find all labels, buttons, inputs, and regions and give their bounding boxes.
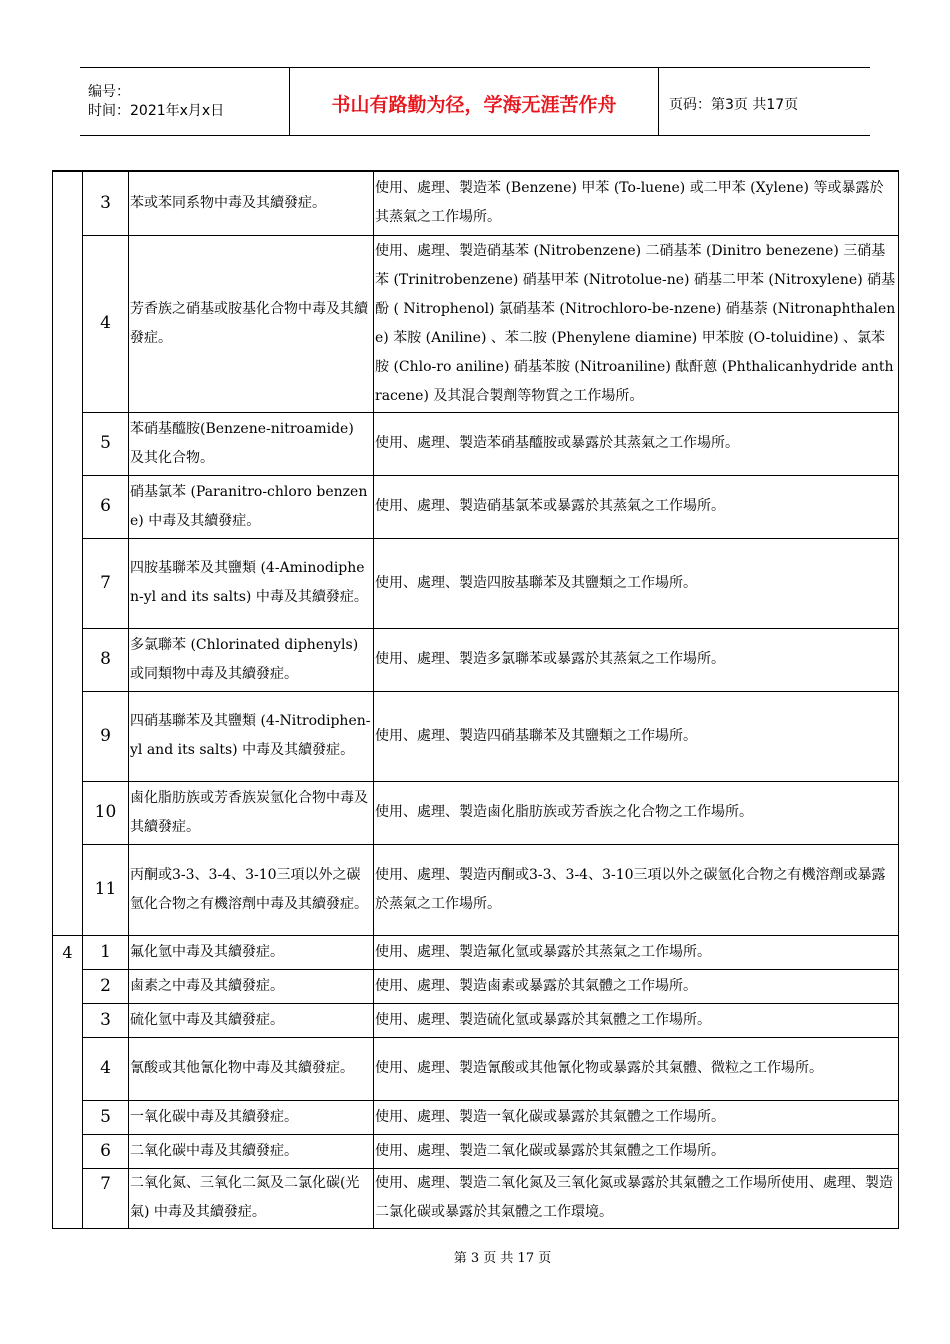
workplace-description-cell: 使用、處理、製造硝基氯苯或暴露於其蒸氣之工作場所。 xyxy=(374,475,899,538)
disease-description-cell: 鹵素之中毒及其續發症。 xyxy=(129,969,374,1003)
workplace-description-cell: 使用、處理、製造鹵化脂肪族或芳香族之化合物之工作場所。 xyxy=(374,781,899,844)
item-number-cell: 7 xyxy=(83,538,129,628)
table-row xyxy=(53,171,899,235)
workplace-description-cell: 使用、處理、製造氰酸或其他氰化物或暴露於其氣體、微粒之工作場所。 xyxy=(374,1037,899,1100)
item-number-cell: 10 xyxy=(83,781,129,844)
table-row xyxy=(53,628,899,691)
group-number-cell: 4 xyxy=(53,935,83,1228)
workplace-description-cell: 使用、處理、製造苯 (Benzene) 甲苯 (To-luene) 或二甲苯 (Xylene) 等或暴露於其蒸氣之工作場所。 xyxy=(374,171,899,235)
disease-description-cell: 二氧化氮、三氧化二氮及二氯化碳(光氣) 中毒及其續發症。 xyxy=(129,1168,374,1228)
table-row xyxy=(53,844,899,935)
table-row xyxy=(53,1100,899,1134)
table-row xyxy=(53,1134,899,1168)
header-meta xyxy=(80,68,290,136)
document-date: 时间：2021年x月x日 xyxy=(88,102,225,119)
table-row xyxy=(53,235,899,412)
group-number-cell xyxy=(53,171,83,935)
header-motto: 书山有路勤为径，学海无涯苦作舟 xyxy=(290,68,659,136)
item-number-cell: 6 xyxy=(83,475,129,538)
table-row xyxy=(53,781,899,844)
disease-description-cell: 二氧化碳中毒及其續發症。 xyxy=(129,1134,374,1168)
table-row xyxy=(53,935,899,969)
header-page-number: 页码：第3页 共17页 xyxy=(659,68,871,136)
workplace-description-cell: 使用、處理、製造二氧化氮及三氧化氮或暴露於其氣體之工作場所使用、處理、製造二氯化碳或暴露於其氣體之工作環境。 xyxy=(374,1168,899,1228)
page-header xyxy=(80,67,870,136)
page-footer: 第 3 页 共 17 页 xyxy=(453,1251,552,1266)
disease-description-cell: 鹵化脂肪族或芳香族炭氫化合物中毒及其續發症。 xyxy=(129,781,374,844)
workplace-description-cell: 使用、處理、製造硝基苯 (Nitrobenzene) 二硝基苯 (Dinitro benezene) 三硝基苯 (Trinitrobenzene) 硝基甲苯 (Nitrotolue-ne) 硝基二甲苯 (Nitroxylene) 硝基酚 ( Nitrophenol) 氯硝基苯 (Nitrochloro-be-nzene) 硝基萘 (Nitronaphthalene) 苯胺 (Aniline) 、苯二胺 (Phenylene diamine) 甲苯胺 (O-toluidine) 、氯苯胺 (Chlo-ro aniline) 硝基苯胺 (Nitroaniline) 酞酐蒽 (Phthalicanhydride anthracene) 及其混合製劑等物質之工作場所。 xyxy=(374,235,899,412)
disease-description-cell: 四硝基聯苯及其鹽類 (4-Nitrodiphen-yl and its salts) 中毒及其續發症。 xyxy=(129,691,374,781)
disease-description-cell: 丙酮或3-3、3-4、3-10三項以外之碳氫化合物之有機溶劑中毒及其續發症。 xyxy=(129,844,374,935)
disease-description-cell: 苯硝基醯胺(Benzene-nitroamide) 及其化合物。 xyxy=(129,412,374,475)
disease-description-cell: 氟化氫中毒及其續發症。 xyxy=(129,935,374,969)
table-row xyxy=(53,412,899,475)
item-number-cell: 8 xyxy=(83,628,129,691)
item-number-cell: 11 xyxy=(83,844,129,935)
workplace-description-cell: 使用、處理、製造一氧化碳或暴露於其氣體之工作場所。 xyxy=(374,1100,899,1134)
table-row xyxy=(53,969,899,1003)
disease-description-cell: 一氧化碳中毒及其續發症。 xyxy=(129,1100,374,1134)
item-number-cell: 9 xyxy=(83,691,129,781)
item-number-cell: 6 xyxy=(83,1134,129,1168)
workplace-description-cell: 使用、處理、製造丙酮或3-3、3-4、3-10三項以外之碳氫化合物之有機溶劑或暴露於蒸氣之工作場所。 xyxy=(374,844,899,935)
item-number-cell: 5 xyxy=(83,412,129,475)
workplace-description-cell: 使用、處理、製造四胺基聯苯及其鹽類之工作場所。 xyxy=(374,538,899,628)
disease-description-cell: 苯或苯同系物中毒及其續發症。 xyxy=(129,171,374,235)
item-number-cell: 4 xyxy=(83,1037,129,1100)
table-row xyxy=(53,538,899,628)
table-row xyxy=(53,1037,899,1100)
item-number-cell: 1 xyxy=(83,935,129,969)
disease-description-cell: 芳香族之硝基或胺基化合物中毒及其續發症。 xyxy=(129,235,374,412)
table-row xyxy=(53,475,899,538)
disease-description-cell: 四胺基聯苯及其鹽類 (4-Aminodiphen-yl and its salts) 中毒及其續發症。 xyxy=(129,538,374,628)
workplace-description-cell: 使用、處理、製造苯硝基醯胺或暴露於其蒸氣之工作場所。 xyxy=(374,412,899,475)
item-number-cell: 4 xyxy=(83,235,129,412)
disease-table xyxy=(52,170,899,1229)
workplace-description-cell: 使用、處理、製造多氯聯苯或暴露於其蒸氣之工作場所。 xyxy=(374,628,899,691)
workplace-description-cell: 使用、處理、製造鹵素或暴露於其氣體之工作場所。 xyxy=(374,969,899,1003)
item-number-cell: 5 xyxy=(83,1100,129,1134)
disease-description-cell: 硝基氯苯 (Paranitro-chloro benzene) 中毒及其續發症。 xyxy=(129,475,374,538)
table-row xyxy=(53,1003,899,1037)
workplace-description-cell: 使用、處理、製造二氧化碳或暴露於其氣體之工作場所。 xyxy=(374,1134,899,1168)
table-row xyxy=(53,1168,899,1228)
item-number-cell: 3 xyxy=(83,1003,129,1037)
item-number-cell: 2 xyxy=(83,969,129,1003)
item-number-cell: 7 xyxy=(83,1168,129,1228)
disease-description-cell: 多氯聯苯 (Chlorinated diphenyls)或同類物中毒及其續發症。 xyxy=(129,628,374,691)
workplace-description-cell: 使用、處理、製造硫化氫或暴露於其氣體之工作場所。 xyxy=(374,1003,899,1037)
disease-description-cell: 氰酸或其他氰化物中毒及其續發症。 xyxy=(129,1037,374,1100)
disease-description-cell: 硫化氫中毒及其續發症。 xyxy=(129,1003,374,1037)
workplace-description-cell: 使用、處理、製造氟化氫或暴露於其蒸氣之工作場所。 xyxy=(374,935,899,969)
table-row xyxy=(53,691,899,781)
workplace-description-cell: 使用、處理、製造四硝基聯苯及其鹽類之工作場所。 xyxy=(374,691,899,781)
document-number: 编号： xyxy=(88,83,130,100)
item-number-cell: 3 xyxy=(83,171,129,235)
